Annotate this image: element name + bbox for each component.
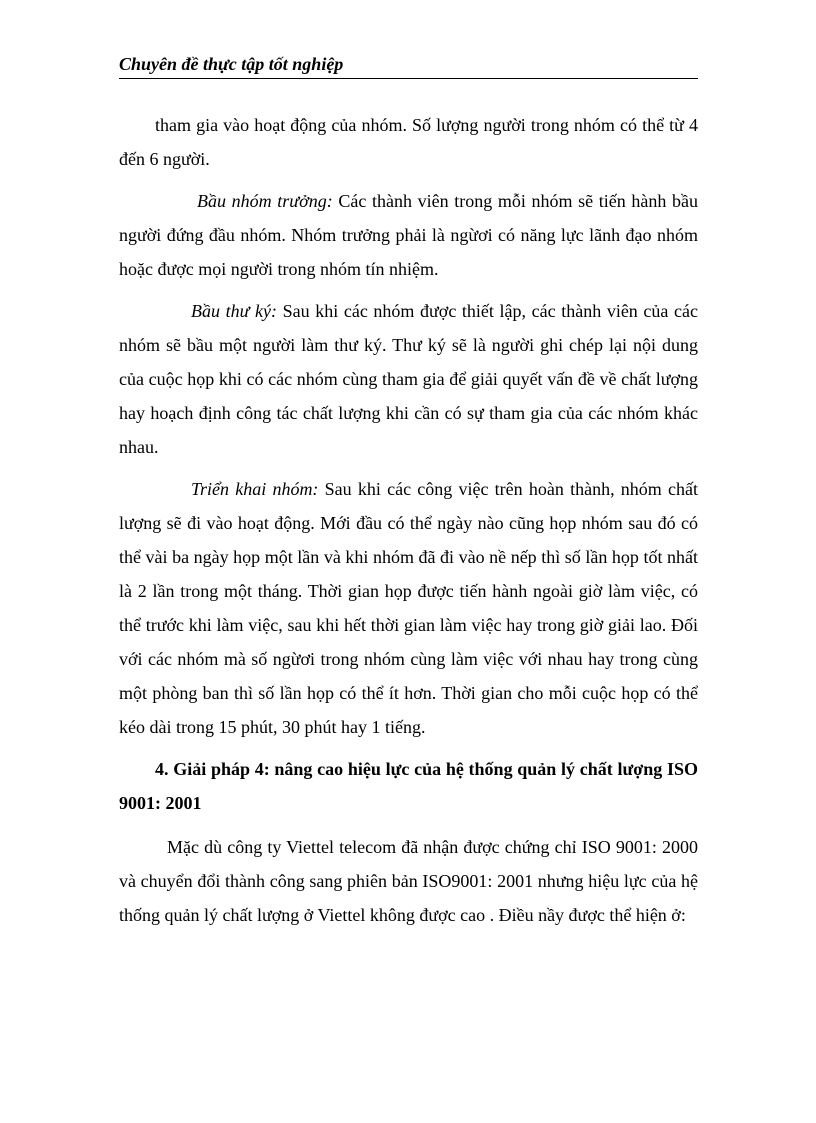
paragraph-elect-secretary bbox=[119, 294, 698, 464]
paragraph-elect-leader-text: Các thành viên trong mỗi nhóm sẽ tiến hành bầu người đứng đầu nhóm. Nhóm trưởng phải là ngừơi có năng lực lãnh đạo nhóm hoặc được mọi người trong nhóm tín nhiệm. bbox=[119, 191, 698, 279]
term-elect-leader: Bầu nhóm trưởng: bbox=[197, 191, 333, 211]
document-body bbox=[119, 108, 698, 932]
header-title: Chuyên đề thực tập tốt nghiệp bbox=[119, 54, 344, 74]
paragraph-iso-effectiveness: Mặc dù công ty Viettel telecom đã nhận được chứng chỉ ISO 9001: 2000 và chuyển đổi thành công sang phiên bản ISO9001: 2001 nhưng hiệu lực của hệ thống quản lý chất lượng ở Viettel không được cao . Điều nầy được thể hiện ở: bbox=[119, 837, 698, 925]
paragraph-deploy-group bbox=[119, 472, 698, 744]
page-header bbox=[119, 52, 698, 79]
section-heading-solution-4: 4. Giải pháp 4: nâng cao hiệu lực của hệ thống quản lý chất lượng ISO 9001: 2001 bbox=[119, 759, 698, 813]
paragraph-elect-leader bbox=[119, 184, 698, 286]
term-elect-secretary: Bầu thư ký: bbox=[191, 301, 278, 321]
term-deploy-group: Triển khai nhóm: bbox=[191, 479, 319, 499]
paragraph-group-size: tham gia vào hoạt động của nhóm. Số lượng người trong nhóm có thể từ 4 đến 6 người. bbox=[119, 115, 698, 169]
paragraph-elect-secretary-text: Sau khi các nhóm được thiết lập, các thành viên của các nhóm sẽ bầu một người làm thư ký. Thư ký sẽ là người ghi chép lại nội dung của cuộc họp khi có các nhóm cùng tham gia để giải quyết vấn đề về chất lượng hay hoạch định công tác chất lượng khi cần có sự tham gia của các nhóm khác nhau. bbox=[119, 301, 698, 457]
paragraph-deploy-group-text: Sau khi các công việc trên hoàn thành, nhóm chất lượng sẽ đi vào hoạt động. Mới đầu có thể ngày nào cũng họp nhóm sau đó có thể vài ba ngày họp một lần và khi nhóm đã đi vào nề nếp thì số lần họp tốt nhất là 2 lần trong một tháng. Thời gian họp được tiến hành ngoài giờ làm việc, có thể trước khi làm việc, sau khi hết thời gian làm việc hay trong giờ giải lao. Đối với các nhóm mà số ngừơi trong nhóm cùng làm việc với nhau hay trong cùng một phòng ban thì số lần họp có thể ít hơn. Thời gian cho mỗi cuộc họp có thể kéo dài trong 15 phút, 30 phút hay 1 tiếng. bbox=[119, 479, 698, 737]
